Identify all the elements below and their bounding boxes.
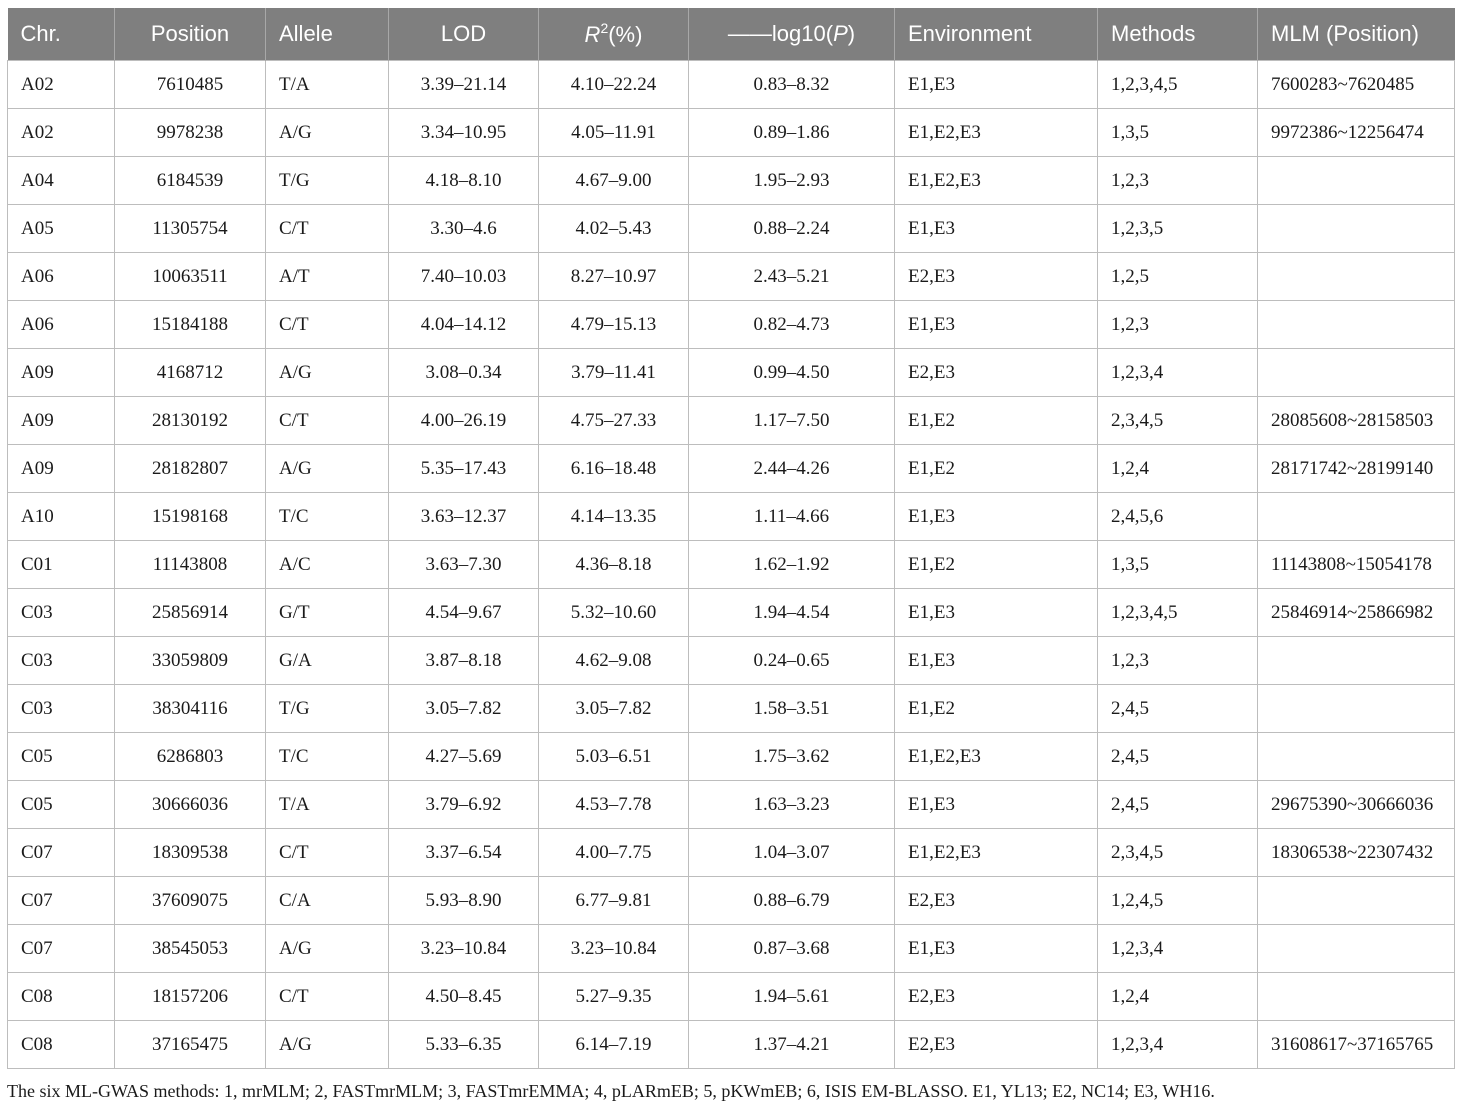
cell-logp: 1.37–4.21: [689, 1021, 895, 1069]
cell-mlm: [1258, 493, 1455, 541]
cell-mlm: [1258, 157, 1455, 205]
cell-methods: 1,2,4: [1098, 445, 1258, 493]
cell-chr: C08: [8, 973, 115, 1021]
cell-lod: 4.00–26.19: [389, 397, 539, 445]
column-header-text: Environment: [908, 21, 1032, 46]
cell-position: 38545053: [115, 925, 266, 973]
cell-r2: 5.32–10.60: [539, 589, 689, 637]
table-row: [8, 685, 1455, 733]
cell-mlm: [1258, 877, 1455, 925]
cell-mlm: 28085608~28158503: [1258, 397, 1455, 445]
cell-lod: 3.23–10.84: [389, 925, 539, 973]
cell-methods: 2,4,5: [1098, 685, 1258, 733]
cell-position: 33059809: [115, 637, 266, 685]
cell-methods: 1,3,5: [1098, 109, 1258, 157]
cell-methods: 2,3,4,5: [1098, 397, 1258, 445]
cell-lod: 3.87–8.18: [389, 637, 539, 685]
cell-r2: 3.23–10.84: [539, 925, 689, 973]
cell-position: 37165475: [115, 1021, 266, 1069]
cell-logp: 1.17–7.50: [689, 397, 895, 445]
table-row: [8, 157, 1455, 205]
cell-position: 9978238: [115, 109, 266, 157]
cell-environment: E2,E3: [895, 1021, 1098, 1069]
cell-environment: E1,E3: [895, 301, 1098, 349]
column-header-mlm: [1258, 8, 1455, 61]
cell-chr: A06: [8, 253, 115, 301]
column-header-logp: [689, 8, 895, 61]
cell-chr: C05: [8, 733, 115, 781]
cell-lod: 4.54–9.67: [389, 589, 539, 637]
cell-logp: 0.82–4.73: [689, 301, 895, 349]
cell-logp: 1.75–3.62: [689, 733, 895, 781]
cell-allele: T/C: [266, 733, 389, 781]
cell-r2: 3.05–7.82: [539, 685, 689, 733]
column-header-text: ): [847, 21, 856, 46]
table-row: [8, 733, 1455, 781]
cell-logp: 2.43–5.21: [689, 253, 895, 301]
cell-logp: 0.88–6.79: [689, 877, 895, 925]
cell-allele: T/G: [266, 685, 389, 733]
cell-allele: T/A: [266, 781, 389, 829]
column-header-text: R: [584, 22, 601, 47]
column-header-text: ——log10(: [727, 21, 834, 46]
cell-r2: 4.00–7.75: [539, 829, 689, 877]
cell-position: 38304116: [115, 685, 266, 733]
cell-methods: 1,2,3: [1098, 301, 1258, 349]
cell-environment: E2,E3: [895, 973, 1098, 1021]
table-row: [8, 781, 1455, 829]
column-header-text: Methods: [1111, 21, 1196, 46]
column-header-text: Chr.: [20, 21, 61, 46]
cell-chr: A09: [8, 349, 115, 397]
cell-logp: 0.89–1.86: [689, 109, 895, 157]
column-header-text: Position: [150, 21, 230, 46]
cell-chr: C07: [8, 829, 115, 877]
cell-chr: A05: [8, 205, 115, 253]
cell-r2: 8.27–10.97: [539, 253, 689, 301]
cell-lod: 3.37–6.54: [389, 829, 539, 877]
cell-r2: 3.79–11.41: [539, 349, 689, 397]
cell-logp: 1.11–4.66: [689, 493, 895, 541]
table-row: [8, 253, 1455, 301]
table-row: [8, 205, 1455, 253]
table-body: [8, 61, 1455, 1069]
column-header-text: Allele: [279, 21, 333, 46]
cell-environment: E1,E3: [895, 61, 1098, 109]
cell-chr: C07: [8, 925, 115, 973]
column-header-environment: [895, 8, 1098, 61]
cell-position: 18309538: [115, 829, 266, 877]
cell-allele: G/T: [266, 589, 389, 637]
cell-logp: 2.44–4.26: [689, 445, 895, 493]
cell-mlm: 29675390~30666036: [1258, 781, 1455, 829]
cell-position: 6286803: [115, 733, 266, 781]
cell-environment: E2,E3: [895, 877, 1098, 925]
gwas-results-table: [7, 8, 1455, 1069]
column-header-allele: [266, 8, 389, 61]
cell-r2: 4.67–9.00: [539, 157, 689, 205]
cell-chr: A06: [8, 301, 115, 349]
cell-chr: A02: [8, 109, 115, 157]
cell-logp: 1.62–1.92: [689, 541, 895, 589]
cell-position: 28130192: [115, 397, 266, 445]
column-header-text: MLM (Position): [1271, 21, 1419, 46]
cell-environment: E1,E3: [895, 925, 1098, 973]
cell-chr: A04: [8, 157, 115, 205]
cell-allele: C/A: [266, 877, 389, 925]
cell-allele: C/T: [266, 973, 389, 1021]
cell-lod: 3.63–12.37: [389, 493, 539, 541]
cell-methods: 1,2,3: [1098, 637, 1258, 685]
cell-environment: E1,E2: [895, 685, 1098, 733]
cell-r2: 4.53–7.78: [539, 781, 689, 829]
cell-mlm: 31608617~37165765: [1258, 1021, 1455, 1069]
cell-position: 10063511: [115, 253, 266, 301]
cell-methods: 1,2,4,5: [1098, 877, 1258, 925]
cell-mlm: 28171742~28199140: [1258, 445, 1455, 493]
cell-logp: 1.94–5.61: [689, 973, 895, 1021]
cell-chr: A09: [8, 397, 115, 445]
cell-methods: 1,2,3,4: [1098, 925, 1258, 973]
table-row: [8, 61, 1455, 109]
table-row: [8, 301, 1455, 349]
cell-environment: E1,E2,E3: [895, 157, 1098, 205]
cell-r2: 4.75–27.33: [539, 397, 689, 445]
cell-position: 25856914: [115, 589, 266, 637]
cell-methods: 2,4,5,6: [1098, 493, 1258, 541]
cell-environment: E2,E3: [895, 253, 1098, 301]
cell-mlm: [1258, 253, 1455, 301]
cell-methods: 1,2,5: [1098, 253, 1258, 301]
cell-mlm: [1258, 733, 1455, 781]
cell-methods: 1,2,3,4,5: [1098, 589, 1258, 637]
cell-methods: 1,2,4: [1098, 973, 1258, 1021]
cell-mlm: [1258, 301, 1455, 349]
cell-chr: C07: [8, 877, 115, 925]
cell-methods: 1,2,3,5: [1098, 205, 1258, 253]
table-row: [8, 349, 1455, 397]
cell-mlm: [1258, 925, 1455, 973]
table-row: [8, 541, 1455, 589]
cell-environment: E1,E2,E3: [895, 733, 1098, 781]
cell-chr: C05: [8, 781, 115, 829]
cell-lod: 4.50–8.45: [389, 973, 539, 1021]
cell-position: 37609075: [115, 877, 266, 925]
cell-chr: C03: [8, 685, 115, 733]
cell-methods: 2,3,4,5: [1098, 829, 1258, 877]
cell-methods: 1,2,3,4: [1098, 349, 1258, 397]
cell-allele: A/T: [266, 253, 389, 301]
cell-allele: C/T: [266, 301, 389, 349]
column-header-lod: [389, 8, 539, 61]
cell-chr: A09: [8, 445, 115, 493]
cell-lod: 3.05–7.82: [389, 685, 539, 733]
cell-environment: E1,E2,E3: [895, 829, 1098, 877]
column-header-text: P: [833, 21, 848, 46]
cell-lod: 5.93–8.90: [389, 877, 539, 925]
cell-environment: E2,E3: [895, 349, 1098, 397]
cell-chr: A02: [8, 61, 115, 109]
column-header-text: 2: [600, 20, 609, 36]
column-header-position: [115, 8, 266, 61]
cell-r2: 4.02–5.43: [539, 205, 689, 253]
table-row: [8, 589, 1455, 637]
cell-methods: 1,2,3: [1098, 157, 1258, 205]
cell-r2: 4.79–15.13: [539, 301, 689, 349]
cell-lod: 4.27–5.69: [389, 733, 539, 781]
cell-logp: 0.87–3.68: [689, 925, 895, 973]
cell-logp: 1.04–3.07: [689, 829, 895, 877]
cell-allele: A/C: [266, 541, 389, 589]
column-header-chr: [8, 8, 115, 61]
cell-lod: 3.79–6.92: [389, 781, 539, 829]
cell-mlm: 18306538~22307432: [1258, 829, 1455, 877]
table-row: [8, 1021, 1455, 1069]
cell-allele: T/A: [266, 61, 389, 109]
cell-mlm: 9972386~12256474: [1258, 109, 1455, 157]
table-row: [8, 445, 1455, 493]
cell-position: 7610485: [115, 61, 266, 109]
cell-chr: C03: [8, 637, 115, 685]
cell-methods: 2,4,5: [1098, 733, 1258, 781]
cell-position: 6184539: [115, 157, 266, 205]
column-header-text: LOD: [440, 21, 487, 46]
cell-environment: E1,E2: [895, 541, 1098, 589]
cell-allele: C/T: [266, 397, 389, 445]
cell-mlm: 7600283~7620485: [1258, 61, 1455, 109]
table-footnote: The six ML-GWAS methods: 1, mrMLM; 2, FASTmrMLM; 3, FASTmrEMMA; 4, pLARmEB; 5, pKWmEB; 6, ISIS EM-BLASSO. E1, YL13; E2, NC14; E3, WH16.: [7, 1081, 1215, 1101]
column-header-r2: [539, 8, 689, 61]
table-row: [8, 493, 1455, 541]
table-row: [8, 829, 1455, 877]
column-header-methods: [1098, 8, 1258, 61]
cell-methods: 1,2,3,4,5: [1098, 61, 1258, 109]
cell-chr: C03: [8, 589, 115, 637]
table-row: [8, 637, 1455, 685]
cell-allele: A/G: [266, 1021, 389, 1069]
table-row: [8, 925, 1455, 973]
cell-logp: 0.83–8.32: [689, 61, 895, 109]
cell-r2: 5.27–9.35: [539, 973, 689, 1021]
cell-allele: A/G: [266, 925, 389, 973]
page: [7, 8, 1454, 1102]
cell-lod: 5.35–17.43: [389, 445, 539, 493]
cell-r2: 6.16–18.48: [539, 445, 689, 493]
cell-mlm: [1258, 973, 1455, 1021]
cell-mlm: [1258, 637, 1455, 685]
cell-lod: 4.04–14.12: [389, 301, 539, 349]
cell-chr: C01: [8, 541, 115, 589]
cell-logp: 1.63–3.23: [689, 781, 895, 829]
cell-r2: 5.03–6.51: [539, 733, 689, 781]
cell-allele: A/G: [266, 109, 389, 157]
cell-logp: 1.95–2.93: [689, 157, 895, 205]
column-header-text: (%): [608, 22, 643, 47]
cell-logp: 1.58–3.51: [689, 685, 895, 733]
table-row: [8, 109, 1455, 157]
cell-position: 11305754: [115, 205, 266, 253]
cell-lod: 3.30–4.6: [389, 205, 539, 253]
cell-environment: E1,E3: [895, 493, 1098, 541]
cell-allele: G/A: [266, 637, 389, 685]
cell-lod: 4.18–8.10: [389, 157, 539, 205]
table-row: [8, 973, 1455, 1021]
cell-position: 11143808: [115, 541, 266, 589]
cell-environment: E1,E3: [895, 781, 1098, 829]
table-header-row: [8, 8, 1455, 61]
cell-r2: 4.10–22.24: [539, 61, 689, 109]
cell-methods: 1,2,3,4: [1098, 1021, 1258, 1069]
cell-mlm: 11143808~15054178: [1258, 541, 1455, 589]
cell-r2: 4.62–9.08: [539, 637, 689, 685]
cell-environment: E1,E2: [895, 397, 1098, 445]
cell-position: 15184188: [115, 301, 266, 349]
cell-position: 4168712: [115, 349, 266, 397]
cell-environment: E1,E3: [895, 589, 1098, 637]
cell-logp: 0.99–4.50: [689, 349, 895, 397]
cell-chr: C08: [8, 1021, 115, 1069]
cell-allele: A/G: [266, 349, 389, 397]
cell-r2: 4.14–13.35: [539, 493, 689, 541]
cell-logp: 1.94–4.54: [689, 589, 895, 637]
cell-environment: E1,E3: [895, 205, 1098, 253]
cell-environment: E1,E2,E3: [895, 109, 1098, 157]
cell-methods: 1,3,5: [1098, 541, 1258, 589]
cell-r2: 4.36–8.18: [539, 541, 689, 589]
cell-allele: C/T: [266, 205, 389, 253]
cell-lod: 3.63–7.30: [389, 541, 539, 589]
cell-methods: 2,4,5: [1098, 781, 1258, 829]
cell-logp: 0.24–0.65: [689, 637, 895, 685]
cell-mlm: [1258, 685, 1455, 733]
cell-mlm: [1258, 349, 1455, 397]
cell-lod: 7.40–10.03: [389, 253, 539, 301]
table-row: [8, 397, 1455, 445]
cell-r2: 4.05–11.91: [539, 109, 689, 157]
cell-environment: E1,E2: [895, 445, 1098, 493]
cell-allele: T/C: [266, 493, 389, 541]
cell-environment: E1,E3: [895, 637, 1098, 685]
cell-lod: 5.33–6.35: [389, 1021, 539, 1069]
cell-lod: 3.34–10.95: [389, 109, 539, 157]
cell-mlm: [1258, 205, 1455, 253]
cell-logp: 0.88–2.24: [689, 205, 895, 253]
cell-r2: 6.14–7.19: [539, 1021, 689, 1069]
cell-chr: A10: [8, 493, 115, 541]
cell-r2: 6.77–9.81: [539, 877, 689, 925]
cell-lod: 3.39–21.14: [389, 61, 539, 109]
cell-position: 15198168: [115, 493, 266, 541]
cell-position: 18157206: [115, 973, 266, 1021]
cell-allele: C/T: [266, 829, 389, 877]
cell-lod: 3.08–0.34: [389, 349, 539, 397]
table-row: [8, 877, 1455, 925]
cell-mlm: 25846914~25866982: [1258, 589, 1455, 637]
cell-position: 30666036: [115, 781, 266, 829]
cell-position: 28182807: [115, 445, 266, 493]
cell-allele: A/G: [266, 445, 389, 493]
cell-allele: T/G: [266, 157, 389, 205]
